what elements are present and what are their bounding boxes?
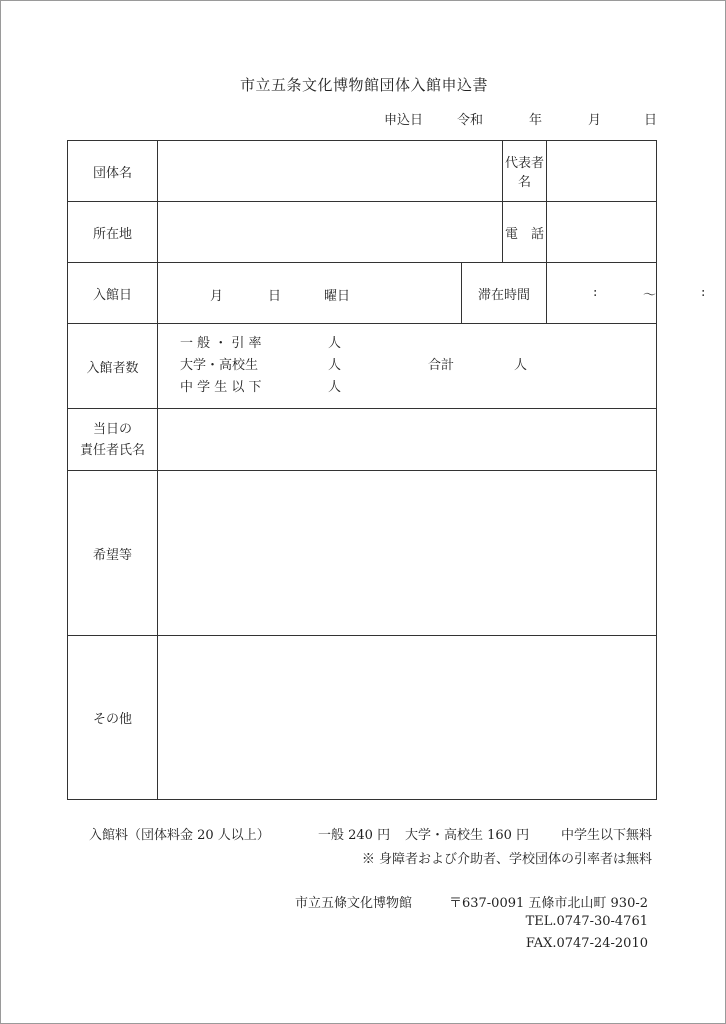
postal-address: 〒637-0091 五條市北山町 930-2 bbox=[448, 896, 648, 911]
junior-person-unit: 人 bbox=[328, 380, 342, 395]
visitors-label: 入館者数 bbox=[68, 324, 158, 409]
visit-weekday-unit: 曜日 bbox=[324, 289, 351, 304]
responsible-label-line2: 責任者氏名 bbox=[79, 442, 145, 458]
responsible-label bbox=[68, 409, 158, 471]
address-label: 所在地 bbox=[68, 202, 158, 263]
fee-general: 一般 240 円 bbox=[318, 828, 391, 843]
time-tilde: 〜 bbox=[643, 288, 657, 303]
other-row bbox=[68, 636, 657, 800]
responsible-label-line1: 当日の bbox=[92, 421, 132, 437]
total-person-unit: 人 bbox=[514, 358, 528, 373]
fee-note: ※ 身障者および介助者、学校団体の引率者は無料 bbox=[361, 852, 652, 867]
group-name-label: 団体名 bbox=[68, 141, 158, 202]
representative-field[interactable] bbox=[547, 141, 657, 202]
representative-label: 代表者名 bbox=[503, 141, 547, 202]
visit-date-field[interactable] bbox=[158, 263, 462, 324]
visitors-field[interactable] bbox=[158, 324, 657, 409]
requests-row bbox=[68, 471, 657, 636]
fee-univ-hs: 大学・高校生 160 円 bbox=[405, 828, 530, 843]
application-form-table bbox=[67, 140, 706, 800]
address-field[interactable] bbox=[158, 202, 503, 263]
group-name-row bbox=[68, 141, 657, 202]
tel-number: TEL.0747-30-4761 bbox=[525, 914, 648, 929]
visit-date-label: 入館日 bbox=[68, 263, 158, 324]
responsible-field[interactable] bbox=[158, 409, 657, 471]
stay-time-field[interactable] bbox=[547, 263, 706, 324]
time-colon-end: : bbox=[701, 285, 706, 300]
museum-name: 市立五條文化博物館 bbox=[295, 896, 413, 911]
general-person-unit: 人 bbox=[328, 336, 342, 351]
phone-label: 電 話 bbox=[503, 202, 547, 263]
junior-label: 中 学 生 以 下 bbox=[180, 380, 262, 395]
day-unit: 日 bbox=[644, 113, 658, 128]
fee-label: 入館料（団体料金 20 人以上） bbox=[89, 828, 270, 843]
requests-label: 希望等 bbox=[68, 471, 158, 636]
address-row bbox=[68, 202, 657, 263]
general-label: 一 般 ・ 引 率 bbox=[180, 336, 262, 351]
form-title: 市立五条文化博物館団体入館申込書 bbox=[239, 76, 488, 94]
visit-month-unit: 月 bbox=[210, 289, 224, 304]
visit-date-row bbox=[68, 263, 657, 324]
visit-day-unit: 日 bbox=[268, 289, 282, 304]
time-colon-start: : bbox=[593, 285, 598, 300]
other-label: その他 bbox=[68, 636, 158, 800]
fax-number: FAX.0747-24-2010 bbox=[525, 936, 648, 951]
stay-time-label: 滞在時間 bbox=[462, 263, 547, 324]
visitors-row bbox=[68, 324, 657, 409]
responsible-row bbox=[68, 409, 657, 471]
fee-junior: 中学生以下無料 bbox=[560, 828, 652, 843]
application-date-label: 申込日 bbox=[384, 113, 424, 128]
month-unit: 月 bbox=[588, 113, 602, 128]
phone-field[interactable] bbox=[547, 202, 657, 263]
group-name-field[interactable] bbox=[158, 141, 503, 202]
requests-field[interactable] bbox=[158, 471, 657, 636]
era-label: 令和 bbox=[457, 113, 484, 128]
univ-hs-person-unit: 人 bbox=[328, 358, 342, 373]
univ-hs-label: 大学・高校生 bbox=[180, 358, 259, 373]
other-field[interactable] bbox=[158, 636, 657, 800]
year-unit: 年 bbox=[529, 113, 543, 128]
total-label: 合計 bbox=[428, 358, 455, 373]
